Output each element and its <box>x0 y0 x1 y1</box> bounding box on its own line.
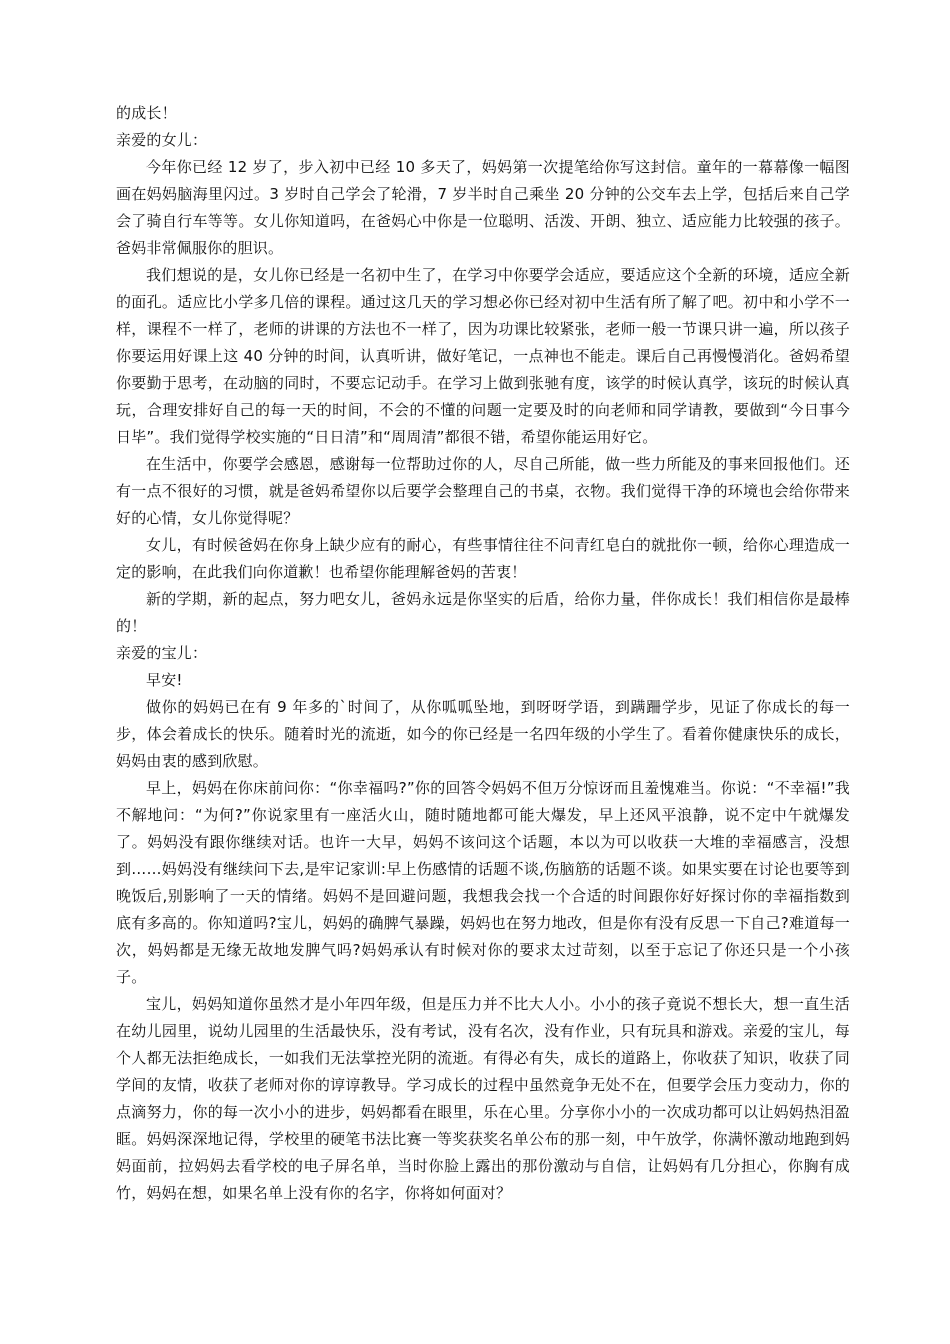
paragraph: 新的学期，新的起点，努力吧女儿，爸妈永远是你坚实的后盾，给你力量，伴你成长！我们相信你是最棒的！ <box>116 590 850 635</box>
paragraph: 早上，妈妈在你床前问你：“你幸福吗?”你的回答令妈妈不但万分惊讶而且羞愧难当。你说：“不幸福!”我不解地问：“为何?”你说家里有一座活火山，随时随地都可能大爆发，早上还风平浪静，说不定中午就爆发了。妈妈没有跟你继续对话。也许一大早，妈妈不该问这个话题，本以为可以收获一大堆的幸福感言，没想到……妈妈没有继续问下去,是牢记家训:早上伤感情的话题不谈,伤脑筋的话题不谈。如果实要在讨论也要等到晚饭后,别影响了一天的情绪。妈妈不是回避问题，我想我会找一个合适的时间跟你好好探讨你的幸福指数到底有多高的。你知道吗?宝儿，妈妈的确脾气暴躁，妈妈也在努力地改，但是你有没有反思一下自己?难道每一次，妈妈都是无缘无故地发脾气吗?妈妈承认有时候对你的要求太过苛刻，以至于忘记了你还只是一个小孩子。 <box>116 779 850 986</box>
greeting: 早安! <box>146 671 183 689</box>
document-page <box>116 100 850 1207</box>
paragraph: 在生活中，你要学会感恩，感谢每一位帮助过你的人，尽自己所能，做一些力所能及的事来回报他们。还有一点不很好的习惯，就是爸妈希望你以后要学会整理自己的书桌，衣物。我们觉得干净的环境也会给你带来好的心情，女儿你觉得呢？ <box>116 455 850 527</box>
paragraph: 女儿，有时候爸妈在你身上缺少应有的耐心，有些事情往往不问青红皂白的就批你一顿，给你心理造成一定的影响，在此我们向你道歉！也希望你能理解爸妈的苦衷！ <box>116 536 850 581</box>
salutation: 亲爱的女儿： <box>116 131 208 149</box>
paragraph: 我们想说的是，女儿你已经是一名初中生了，在学习中你要学会适应，要适应这个全新的环境，适应全新的面孔。适应比小学多几倍的课程。通过这几天的学习想必你已经对初中生活有所了解了吧。初中和小学不一样，课程不一样了，老师的讲课的方法也不一样了，因为功课比较紧张，老师一般一节课只讲一遍，所以孩子你要运用好课上这 40 分钟的时间，认真听讲，做好笔记，一点神也不能走。课后自己再慢慢消化。爸妈希望你要勤于思考，在动脑的同时，不要忘记动手。在学习上做到张驰有度，该学的时候认真学，该玩的时候认真玩，合理安排好自己的每一天的时间，不会的不懂的问题一定要及时的向老师和同学请教，要做到“今日事今日毕”。我们觉得学校实施的“日日清”和“周周清”都很不错，希望你能运用好它。 <box>116 266 850 446</box>
salutation: 亲爱的宝儿： <box>116 644 208 662</box>
text-line: 的成长！ <box>116 104 177 122</box>
paragraph: 今年你已经 12 岁了，步入初中已经 10 多天了，妈妈第一次提笔给你写这封信。童年的一幕幕像一幅图画在妈妈脑海里闪过。3 岁时自己学会了轮滑，7 岁半时自己乘坐 20 分钟的公交车去上学，包括后来自己学会了骑自行车等等。女儿你知道吗，在爸妈心中你是一位聪明、活泼、开朗、独立、适应能力比较强的孩子。爸妈非常佩服你的胆识。 <box>116 158 850 257</box>
paragraph: 宝儿，妈妈知道你虽然才是小年四年级，但是压力并不比大人小。小小的孩子竟说不想长大，想一直生活在幼儿园里，说幼儿园里的生活最快乐，没有考试，没有名次，没有作业，只有玩具和游戏。亲爱的宝儿，每个人都无法拒绝成长，一如我们无法掌控光阴的流逝。有得必有失，成长的道路上，你收获了知识，收获了同学间的友情，收获了老师对你的谆谆教导。学习成长的过程中虽然竟争无处不在，但要学会压力变动力，你的点滴努力，你的每一次小小的进步，妈妈都看在眼里，乐在心里。分享你小小的一次成功都可以让妈妈热泪盈眶。妈妈深深地记得，学校里的硬笔书法比赛一等奖获奖名单公布的那一刻，中午放学，你满怀激动地跑到妈妈面前，拉妈妈去看学校的电子屏名单，当时你脸上露出的那份激动与自信，让妈妈有几分担心，你胸有成竹，妈妈在想，如果名单上没有你的名字，你将如何面对？ <box>116 995 850 1202</box>
paragraph: 做你的妈妈已在有 9 年多的`时间了，从你呱呱坠地，到呀呀学语，到蹒跚学步，见证了你成长的每一步，体会着成长的快乐。随着时光的流逝，如今的你已经是一名四年级的小学生了。看着你健康快乐的成长，妈妈由衷的感到欣慰。 <box>116 698 850 770</box>
